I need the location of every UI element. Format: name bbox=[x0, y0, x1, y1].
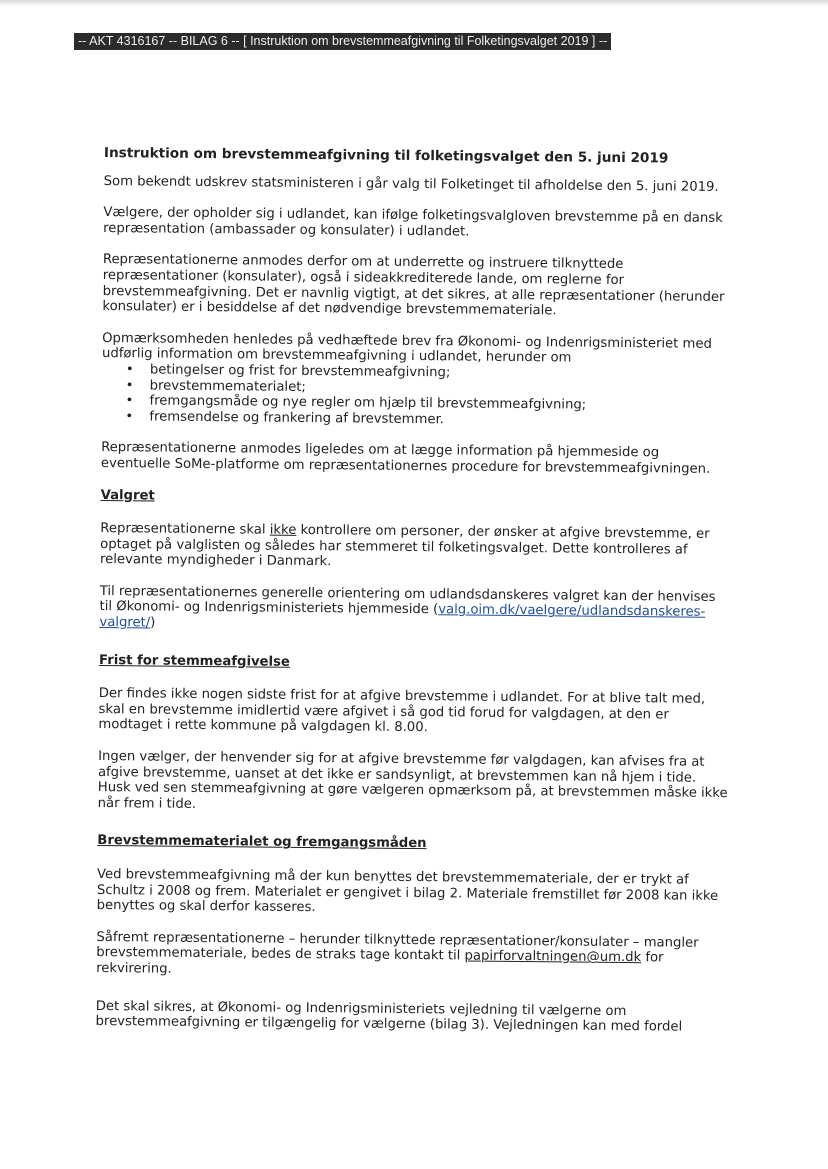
document-header-stamp: -- AKT 4316167 -- BILAG 6 -- [ Instruktion om brevstemmeafgivning til Folketingsvalget 2019 ] -- bbox=[74, 33, 611, 50]
materiale-paragraph-3: Det skal sikres, at Økonomi- og Indenrigsministeriets vejledning til vælgerne om brevstemmeafgivning er tilgængelig for vælgerne (bilag 3). Vejledningen kan med fordel bbox=[95, 998, 683, 1035]
section-heading-valgret: Valgret bbox=[100, 487, 155, 504]
intro-paragraph-1: Som bekendt udskrev statsministeren i går valg til Folketinget til afholdelse den 5. juni 2019. bbox=[103, 173, 719, 195]
email-link[interactable]: papirforvaltningen@um.dk bbox=[464, 948, 642, 966]
intro-paragraph-5: Repræsentationerne anmodes ligeledes om at lægge information på hjemmeside og eventuelle SoMe-platforme om repræsentationernes procedure for brevstemmeafgivningen. bbox=[100, 440, 711, 477]
valgret-emphasis: ikke bbox=[269, 522, 297, 538]
valgret-link[interactable]: valg.oim.dk/vaelgere/udlandsdanskeres-valgret/ bbox=[99, 602, 706, 631]
materiale-p2-after: for rekvirering. bbox=[96, 950, 664, 977]
valgret-p2-before: Til repræsentationernes generelle orientering om udlandsdanskeres valgret kan der henvises til Økonomi- og Indenrigsministeriets hjemmeside ( bbox=[99, 583, 716, 618]
valgret-text-before: Repræsentationerne skal bbox=[100, 521, 270, 538]
valgret-paragraph-1 bbox=[100, 521, 730, 574]
section-heading-frist: Frist for stemmeafgivelse bbox=[98, 652, 290, 670]
list-item: • betingelser og frist for brevstemmeafgivning; bbox=[102, 362, 732, 384]
materiale-paragraph-1: Ved brevstemmeafgivning må der kun benyttes det brevstemmemateriale, der er trykt af Schultz i 2008 og frem. Materialet er gengivet i bilag 2. Materiale fremstillet før 2008 kan ikke benyttes og skal derfor kasseres. bbox=[96, 866, 719, 916]
materiale-paragraph-2 bbox=[96, 930, 726, 983]
document-body bbox=[95, 146, 734, 1052]
intro-paragraph-2: Vælgere, der opholder sig i udlandet, kan ifølge folketingsvalgloven brevstemme på en dansk repræsentation (ambassader og konsulater) i udlandet. bbox=[103, 205, 723, 240]
valgret-paragraph-2 bbox=[99, 584, 729, 637]
document-title: Instruktion om brevstemmeafgivning til folketingsvalget den 5. juni 2019 bbox=[103, 145, 669, 167]
materiale-p2-before: Såfremt repræsentationerne – herunder tilknyttede repræsentationer/konsulater – mangler brevstemmemateriale, bedes de straks tage kontakt til bbox=[96, 929, 699, 964]
info-bullet-list bbox=[101, 362, 732, 430]
valgret-text-after: kontrollere om personer, der ønsker at afgive brevstemme, er optaget på valglisten og således har stemmeret til folketingsvalget. Dette kontrolleres af relevante myndigheder i Danmark. bbox=[99, 522, 710, 570]
list-item: • fremsendelse og frankering af brevstemmer. bbox=[101, 409, 731, 431]
list-item: • brevstemmematerialet; bbox=[102, 378, 732, 400]
valgret-p2-after: ) bbox=[150, 615, 156, 631]
intro-paragraph-4: Opmærksomheden henledes på vedhæftede brev fra Økonomi- og Indenrigsministeriet med udførlig information om brevstemmeafgivning i udlandet, herunder om bbox=[101, 330, 712, 366]
scan-edge bbox=[0, 0, 828, 6]
section-heading-materiale: Brevstemmematerialet og fremgangsmåden bbox=[97, 833, 427, 852]
list-item: • fremgangsmåde og nye regler om hjælp til brevstemmeafgivning; bbox=[101, 393, 731, 415]
intro-paragraph-3: Repræsentationerne anmodes derfor om at underrette og instruere tilknyttede repræsentationer (konsulater), også i sideakkrediterede lande, om reglerne for brevstemmeafgivning. Det er navnlig vigtigt, at det sikres, at alle repræsentationer (herunder konsulater) er i besiddelse af det nødvendige brevstemmemateriale. bbox=[102, 252, 725, 319]
frist-paragraph-1: Der findes ikke nogen sidste frist for at afgive brevstemme i udlandet. For at blive talt med, skal en brevstemme imidlertid være afgivet i så god tid forud for valgdagen, at den er modtaget i rette kommune på valgdagen kl. 8.00. bbox=[98, 686, 706, 736]
frist-paragraph-2: Ingen vælger, der henvender sig for at afgive brevstemme før valgdagen, kan afvises fra at afgive brevstemme, uanset at det ikke er sandsynligt, at brevstemmen kan nå hjem i tide. Husk ved sen stemmeafgivning at gøre vælgeren opmærksom på, at brevstemmen måske ikke når frem i tide. bbox=[97, 749, 728, 812]
